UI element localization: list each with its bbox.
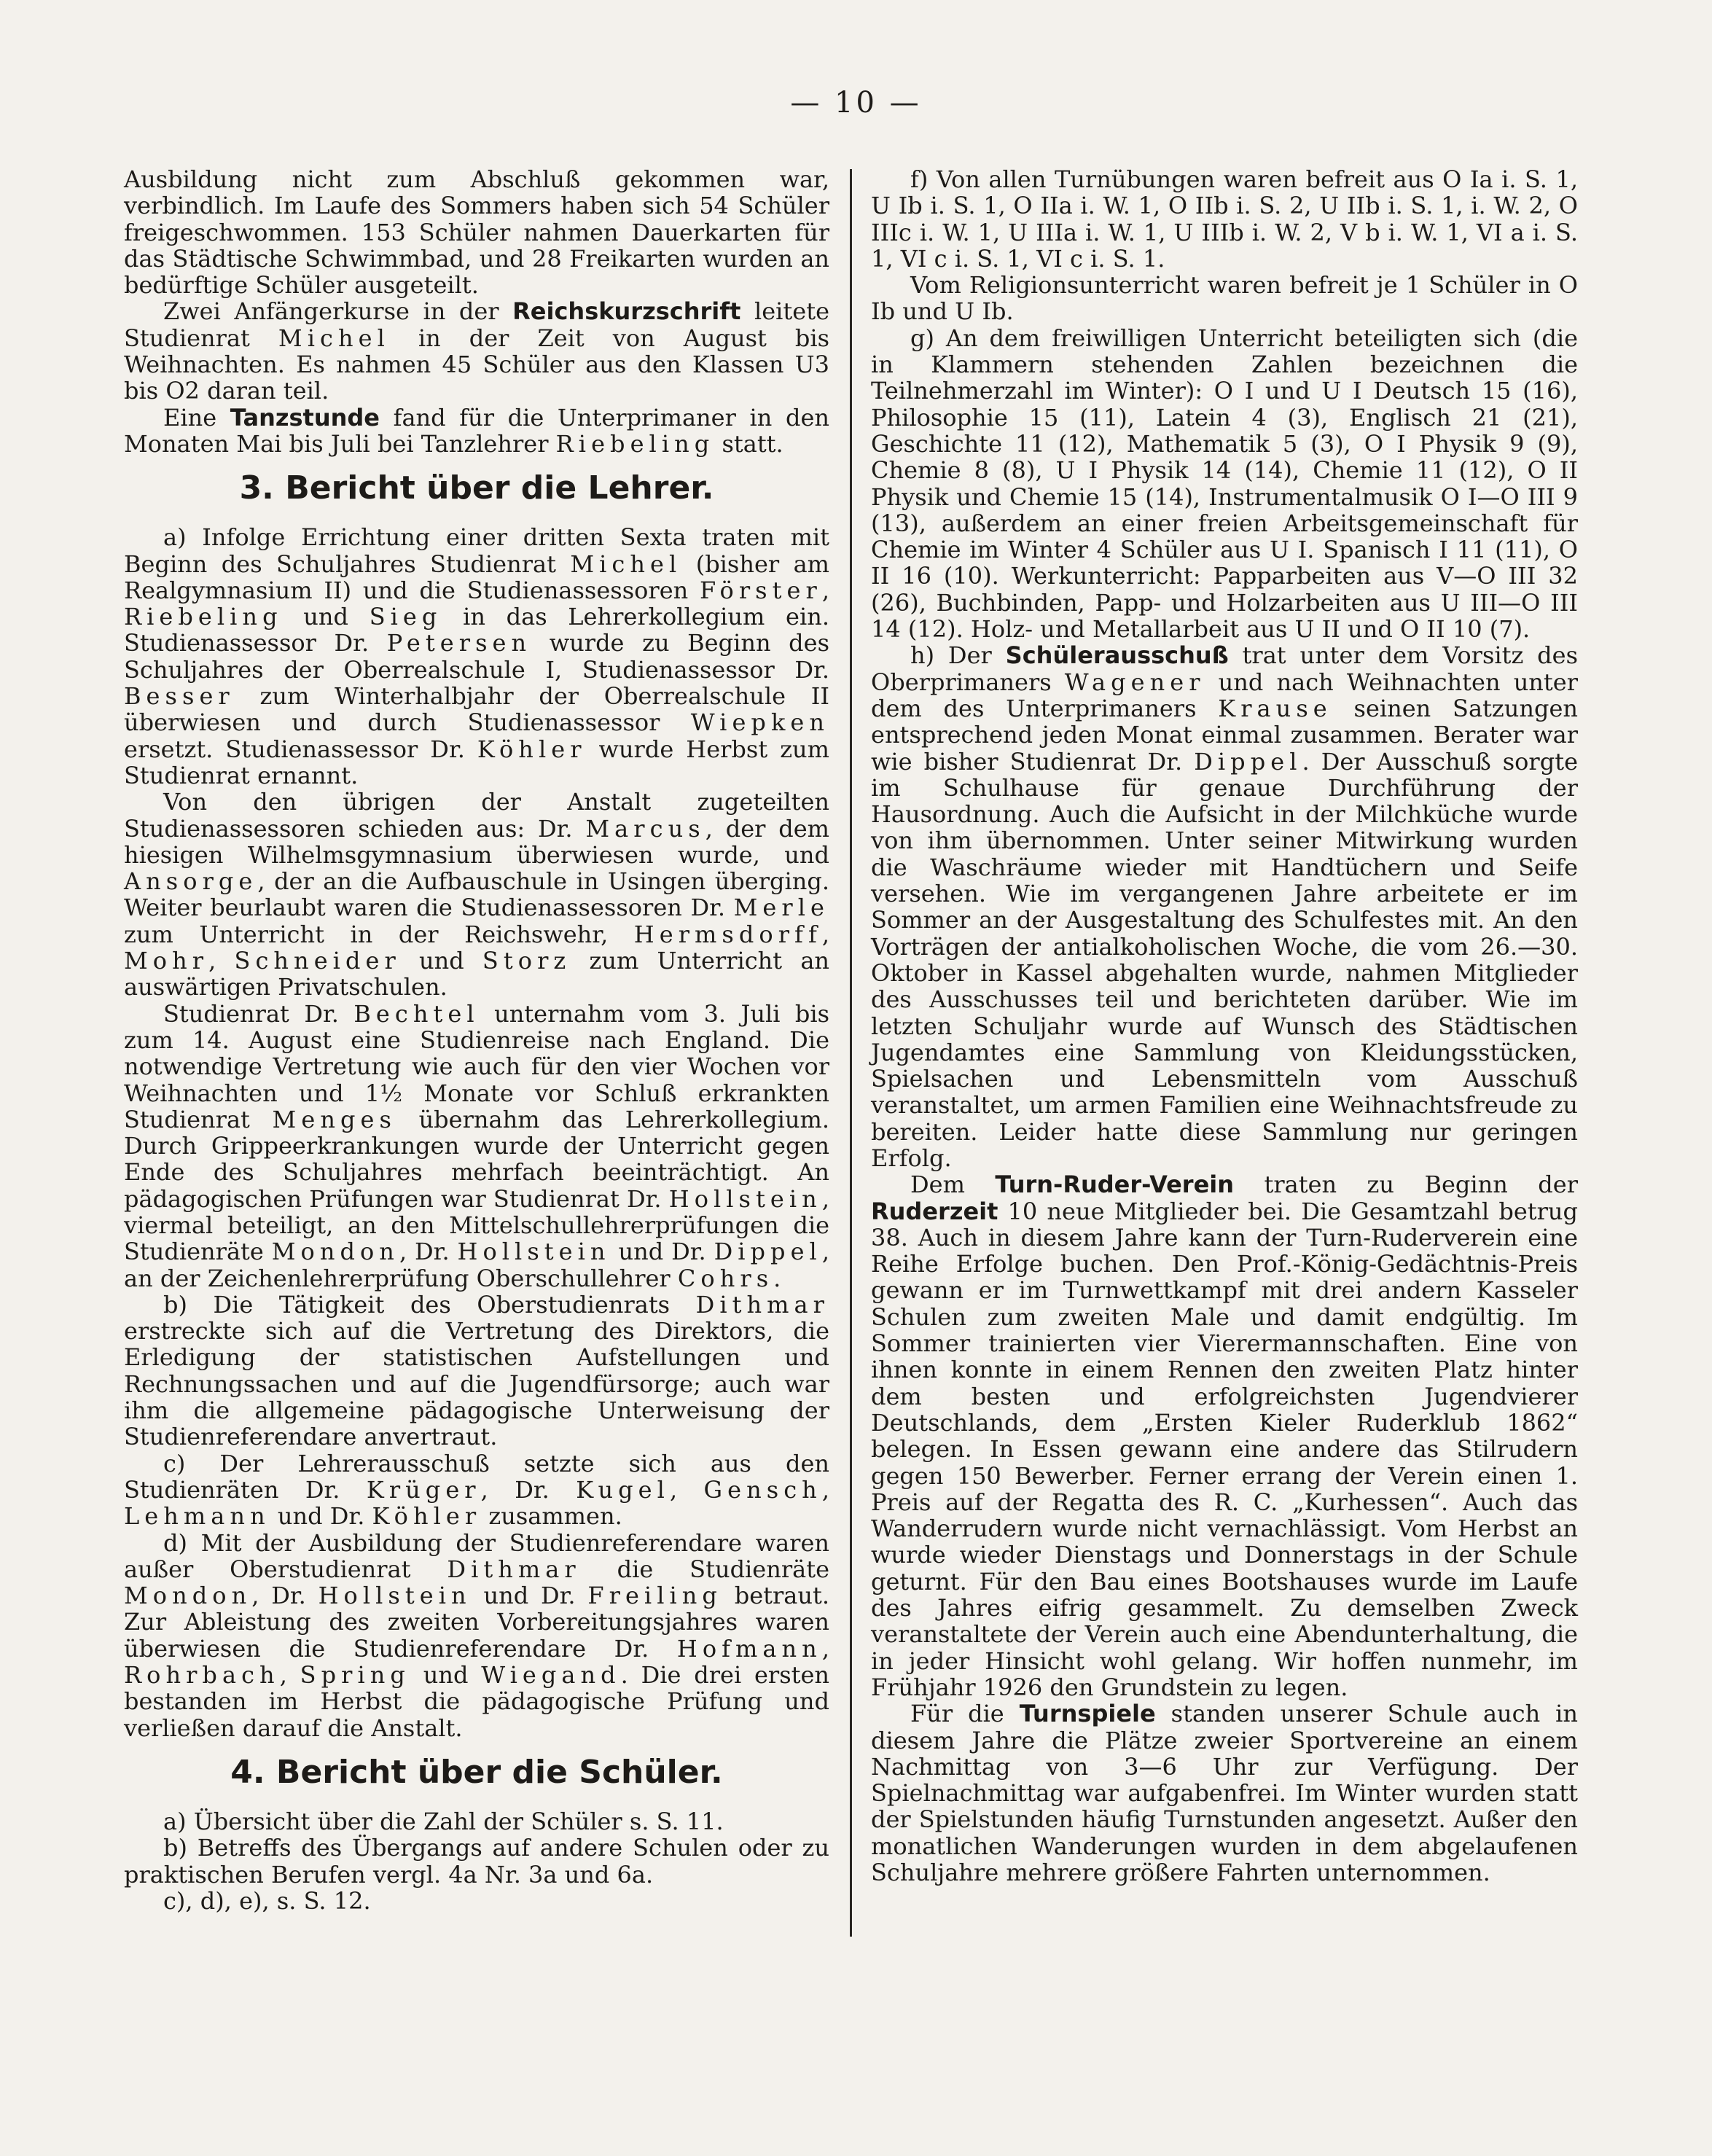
left-column xyxy=(124,166,829,1914)
paragraph-students-b: b) Betreffs des Übergangs auf andere Schulen oder zu praktischen Berufen vergl. 4a Nr. 3a und 6a. xyxy=(124,1834,829,1889)
paragraph-voluntary-classes: g) An dem freiwilligen Unterricht beteiligten sich (die in Klammern stehenden Zahlen bezeichnen die Teilnehmerzahl im Winter): O I und U I Deutsch 15 (16), Philosophie 15 (11), Latein 4 (3), Englisch 21 (21), Geschichte 11 (12), Mathematik 5 (3), O I Physik 9 (9), Chemie 8 (8), U I Physik 14 (14), Chemie 11 (12), O II Physik und Chemie 15 (14), Instrumentalmusik O I—O III 9 (13), außerdem an einer freien Arbeitsgemeinschaft für Chemie im Winter 4 Schüler aus U I. Spanisch I 11 (11), O II 16 (10). Werkunterricht: Papparbeiten aus V—O III 32 (26), Buchbinden, Papp- und Holzarbeiten aus U III—O III 14 (12). Holz- und Metallarbeit aus U II und O II 10 (7). xyxy=(871,324,1578,644)
column-divider xyxy=(850,169,852,1937)
paragraph-dance: Eine Tanzstunde fand für die Unterprimaner in den Monaten Mai bis Juli bei Tanzlehrer Riebeling statt. xyxy=(124,403,830,458)
paragraph-teachers-c: c) Der Lehrerausschuß setzte sich aus den Studienräten Dr. Krüger, Dr. Kugel, Gensch, Lehmann und Dr. Köhler zusammen. xyxy=(124,1449,830,1531)
paragraph-gym-exemptions: f) Von allen Turnübungen waren befreit aus O Ia i. S. 1, U Ib i. S. 1, O IIa i. W. 1, O IIb i. S. 2, U IIb i. S. 1, i. W. 2, O IIIc i. W. 1, U IIIa i. W. 1, U IIIb i. W. 2, V b i. W. 1, VI a i. S. 1, VI c i. S. 1, VI c i. S. 1. xyxy=(871,165,1578,273)
paragraph-assessors: Von den übrigen der Anstalt zugeteilten Studienassessoren schieden aus: Dr. Marcus, der dem hiesigen Wilhelmsgymnasium überwiesen wurde, und Ansorge, der an die Aufbauschule in Usingen überging. Weiter beurlaubt waren die Studienassessoren Dr. Merle zum Unterricht in der Reichswehr, Hermsdorff, Mohr, Schneider und Storz zum Unterricht an auswärtigen Privatschulen. xyxy=(124,788,830,1001)
section-heading-teachers: 3. Bericht über die Lehrer. xyxy=(239,469,714,507)
paragraph-teachers-d: d) Mit der Ausbildung der Studienreferendare waren außer Oberstudienrat Dithmar die Studienräte Mondon, Dr. Hollstein und Dr. Freiling betraut. Zur Ableistung des zweiten Vorbereitungsjahres waren überwiesen die Studienreferendare Dr. Hofmann, Rohrbach, Spring und Wiegand. Die drei ersten bestanden im Herbst die pädagogische Prüfung und verließen darauf die Anstalt. xyxy=(124,1528,830,1742)
paragraph-religion-exemptions: Vom Religionsunterricht waren befreit je 1 Schüler in O Ib und U Ib. xyxy=(871,271,1578,326)
paragraph-teachers-b: b) Die Tätigkeit des Oberstudienrats Dithmar erstreckte sich auf die Vertretung des Direktors, die Erledigung der statistischen Aufstellungen und Rechnungssachen und auf die Jugendfürsorge; auch war ihm die allgemeine pädagogische Unterweisung der Studienreferendare anvertraut. xyxy=(124,1290,829,1451)
paragraph-teachers-a: a) Infolge Errichtung einer dritten Sexta traten mit Beginn des Schuljahres Studienrat Michel (bisher am Realgymnasium II) und die Studienassessoren Förster, Riebeling und Sieg in das Lehrerkollegium ein. Studienassessor Dr. Petersen wurde zu Beginn des Schuljahres der Oberrealschule I, Studienassessor Dr. Besser zum Winterhalbjahr der Oberrealschule II überwiesen und durch Studienassessor Wiepken ersetzt. Studienassessor Dr. Köhler wurde Herbst zum Studienrat ernannt. xyxy=(124,523,830,789)
paragraph-shorthand: Zwei Anfängerkurse in der Reichskurzschrift leitete Studienrat Michel in der Zeit von August bis Weihnachten. Es nahmen 45 Schüler aus den Klassen U3 bis O2 daran teil. xyxy=(124,297,830,405)
paragraph-swimming: Ausbildung nicht zum Abschluß gekommen war, verbindlich. Im Laufe des Sommers haben sich 54 Schüler freigeschwommen. 153 Schüler nahmen Dauerkarten für das Städtische Schwimmbad, und 28 Freikarten wurden an bedürftige Schüler ausgeteilt. xyxy=(124,165,829,300)
paragraph-study-trip: Studienrat Dr. Bechtel unternahm vom 3. Juli bis zum 14. August eine Studienreise nach England. Die notwendige Vertretung wie auch für den vier Wochen vor Weihnachten und 1½ Monate vor Schluß erkrankten Studienrat Menges übernahm das Lehrerkollegium. Durch Grippeerkrankungen wurde der Unterricht gegen Ende des Schuljahres mehrfach beeinträchtigt. An pädagogischen Prüfungen war Studienrat Dr. Hollstein, viermal beteiligt, an den Mittelschullehrerprüfungen die Studienräte Mondon, Dr. Hollstein und Dr. Dippel, an der Zeichenlehrerprüfung Oberschullehrer Cohrs. xyxy=(124,999,830,1292)
paragraph-students-a: a) Übersicht über die Zahl der Schüler s. S. 11. xyxy=(163,1807,724,1835)
page-number: — 10 — xyxy=(790,86,922,120)
paragraph-rowing-club: Dem Turn-Ruder-Verein traten zu Beginn der Ruderzeit 10 neue Mitglieder bei. Die Gesamtzahl betrug 38. Auch in diesem Jahre kann der Turn-Ruderverein eine Reihe Erfolge buchen. Den Prof.-König-Gedächtnis-Preis gewann er im Turnwettkampf mit drei andern Kasseler Schulen zum zweiten Male und damit endgültig. Im Sommer trainierten vier Vierermannschaften. Eine von ihnen konnte in einem Rennen den zweiten Platz hinter dem besten und erfolgreichsten Jugendvierer Deutschlands, dem „Ersten Kieler Ruderklub 1862“ belegen. In Essen gewann eine andere das Stilrudern gegen 150 Bewerber. Ferner errang der Verein einen 1. Preis auf der Regatta des R. C. „Kurhessen“. Auch das Wanderrudern wurde nicht vernachlässigt. Vom Herbst an wurde wieder Dienstags und Donnerstags in der Schule geturnt. Für den Bau eines Bootshauses wurde im Laufe des Jahres eifrig gesammelt. Zu demselben Zweck veranstaltete der Verein auch eine Abendunterhaltung, die in jeder Hinsicht wohl gelang. Wir hoffen nunmehr, im Frühjahr 1926 den Grundstein zu legen. xyxy=(871,1171,1578,1701)
right-column xyxy=(871,166,1578,1886)
paragraph-student-committee: h) Der Schülerausschuß trat unter dem Vorsitz des Oberprimaners Wagener und nach Weihnachten unter dem des Unterprimaners Krause seinen Satzungen entsprechend jeden Monat einmal zusammen. Berater war wie bisher Studienrat Dr. Dippel. Der Ausschuß sorgte im Schulhause für genaue Durchführung der Hausordnung. Auch die Aufsicht in der Milchküche wurde von ihm übernommen. Unter seiner Mitwirkung wurden die Waschräume wieder mit Handtüchern und Seife versehen. Wie im vergangenen Jahre arbeitete er im Sommer an der Ausgestaltung des Schulfestes mit. An den Vorträgen der antialkoholischen Woche, die vom 26.—30. Oktober in Kassel abgehalten wurde, nahmen Mitglieder des Ausschusses teil und berichteten darüber. Wie im letzten Schuljahr wurde auf Wunsch des Städtischen Jugendamtes eine Sammlung von Kleidungsstücken, Spielsachen und Lebensmitteln vom Ausschuß veranstaltet, um armen Familien eine Weihnachtsfreude zu bereiten. Leider hatte diese Sammlung nur geringen Erfolg. xyxy=(871,641,1579,1172)
section-heading-students: 4. Bericht über die Schüler. xyxy=(230,1753,723,1791)
paragraph-sports-games: Für die Turnspiele standen unserer Schule auch in diesem Jahre die Plätze zweier Sportvereine an einem Nachmittag von 3—6 Uhr zur Verfügung. Der Spielnachmittag war aufgabenfrei. Im Winter wurden statt der Spielstunden häufig Turnstunden angesetzt. Außer den monatlichen Wanderungen wurden in dem abgelaufenen Schuljahre mehrere größere Fahrten unternommen. xyxy=(871,1700,1579,1886)
paragraph-students-c: c), d), e), s. S. 12. xyxy=(163,1886,371,1915)
